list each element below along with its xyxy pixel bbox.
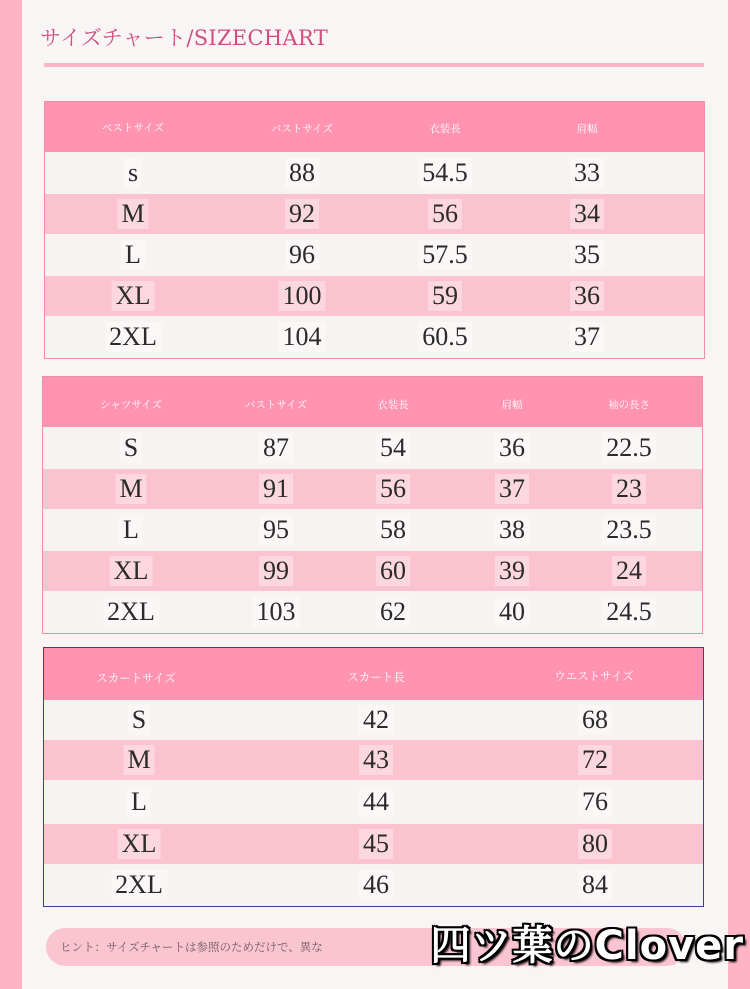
- table-row: [43, 551, 702, 591]
- header-cell: 肩幅: [501, 399, 523, 411]
- header-cell: シャツサイズ: [100, 399, 162, 411]
- size-cell: XL: [118, 829, 161, 859]
- size-cell: L: [119, 515, 143, 545]
- table-row: [43, 427, 702, 469]
- value-cell: 91: [259, 474, 293, 504]
- value-cell: 36: [495, 433, 529, 463]
- header-cell: ベストサイズ: [101, 122, 165, 134]
- value-cell: 43: [359, 745, 393, 775]
- value-cell: 54: [376, 433, 410, 463]
- value-cell: 72: [578, 745, 612, 775]
- value-cell: 60.5: [418, 322, 472, 352]
- title-divider: [44, 63, 704, 67]
- value-cell: 96: [285, 240, 319, 270]
- size-cell: s: [124, 158, 142, 188]
- value-cell: 33: [570, 158, 604, 188]
- header-cell: バストサイズ: [244, 399, 308, 411]
- value-cell: 39: [495, 556, 529, 586]
- table-row: [43, 469, 702, 509]
- value-cell: 59: [428, 281, 462, 311]
- header-cell: ウエストサイズ: [554, 669, 634, 683]
- value-cell: 76: [578, 787, 612, 817]
- value-cell: 22.5: [602, 433, 656, 463]
- table-row: [44, 864, 703, 906]
- hint-text: ヒント：サイズチャートは参照のためだけで、異な: [60, 940, 323, 954]
- table-row: [45, 194, 704, 234]
- value-cell: 100: [279, 281, 326, 311]
- value-cell: 34: [570, 199, 604, 229]
- size-cell: XL: [110, 556, 153, 586]
- value-cell: 46: [359, 870, 393, 900]
- value-cell: 56: [376, 474, 410, 504]
- header-cell: 袖の長さ: [608, 399, 650, 411]
- size-cell: 2XL: [105, 322, 161, 352]
- header-cell: バストサイズ: [270, 123, 334, 135]
- skirt-size-table: [43, 647, 704, 907]
- value-cell: 40: [495, 597, 529, 627]
- page-title: サイズチャート/SIZECHART: [40, 26, 329, 50]
- table-header: [44, 648, 703, 700]
- value-cell: 23: [612, 474, 646, 504]
- size-cell: L: [127, 787, 151, 817]
- header-cell: スカートサイズ: [96, 671, 176, 685]
- table-header: [45, 102, 704, 152]
- value-cell: 62: [376, 597, 410, 627]
- value-cell: 87: [259, 433, 293, 463]
- header-cell: 衣装長: [377, 399, 409, 411]
- table-row: [44, 780, 703, 824]
- table-row: [44, 700, 703, 740]
- value-cell: 45: [359, 829, 393, 859]
- table-row: [44, 824, 703, 864]
- table-row: [45, 234, 704, 276]
- value-cell: 37: [570, 322, 604, 352]
- shirt-size-table: [42, 376, 703, 634]
- value-cell: 42: [359, 705, 393, 735]
- value-cell: 24.5: [602, 597, 656, 627]
- table-row: [45, 276, 704, 316]
- value-cell: 80: [578, 829, 612, 859]
- value-cell: 104: [279, 322, 326, 352]
- size-cell: 2XL: [111, 870, 167, 900]
- size-cell: M: [123, 745, 154, 775]
- value-cell: 57.5: [418, 240, 472, 270]
- value-cell: 68: [578, 705, 612, 735]
- value-cell: 88: [285, 158, 319, 188]
- table-row: [44, 740, 703, 780]
- value-cell: 92: [285, 199, 319, 229]
- size-cell: S: [120, 433, 142, 463]
- value-cell: 54.5: [418, 158, 472, 188]
- value-cell: 38: [495, 515, 529, 545]
- value-cell: 103: [253, 597, 300, 627]
- table-row: [43, 509, 702, 551]
- size-cell: M: [115, 474, 146, 504]
- value-cell: 36: [570, 281, 604, 311]
- value-cell: 84: [578, 870, 612, 900]
- size-cell: L: [121, 240, 145, 270]
- value-cell: 44: [359, 787, 393, 817]
- value-cell: 99: [259, 556, 293, 586]
- value-cell: 95: [259, 515, 293, 545]
- table-row: [43, 591, 702, 633]
- header-cell: スカート長: [347, 670, 405, 684]
- header-cell: 衣装長: [429, 123, 461, 135]
- value-cell: 58: [376, 515, 410, 545]
- size-cell: XL: [112, 281, 155, 311]
- size-cell: S: [128, 705, 150, 735]
- value-cell: 60: [376, 556, 410, 586]
- brand-watermark: 四ツ葉のClover: [430, 923, 744, 969]
- table-header: [43, 377, 702, 427]
- value-cell: 35: [570, 240, 604, 270]
- size-cell: M: [117, 199, 148, 229]
- value-cell: 56: [428, 199, 462, 229]
- header-cell: 肩幅: [576, 123, 598, 135]
- table-row: [45, 316, 704, 358]
- value-cell: 37: [495, 474, 529, 504]
- size-cell: 2XL: [103, 597, 159, 627]
- value-cell: 24: [612, 556, 646, 586]
- value-cell: 23.5: [602, 515, 656, 545]
- table-row: [45, 152, 704, 194]
- vest-size-table: [44, 101, 705, 359]
